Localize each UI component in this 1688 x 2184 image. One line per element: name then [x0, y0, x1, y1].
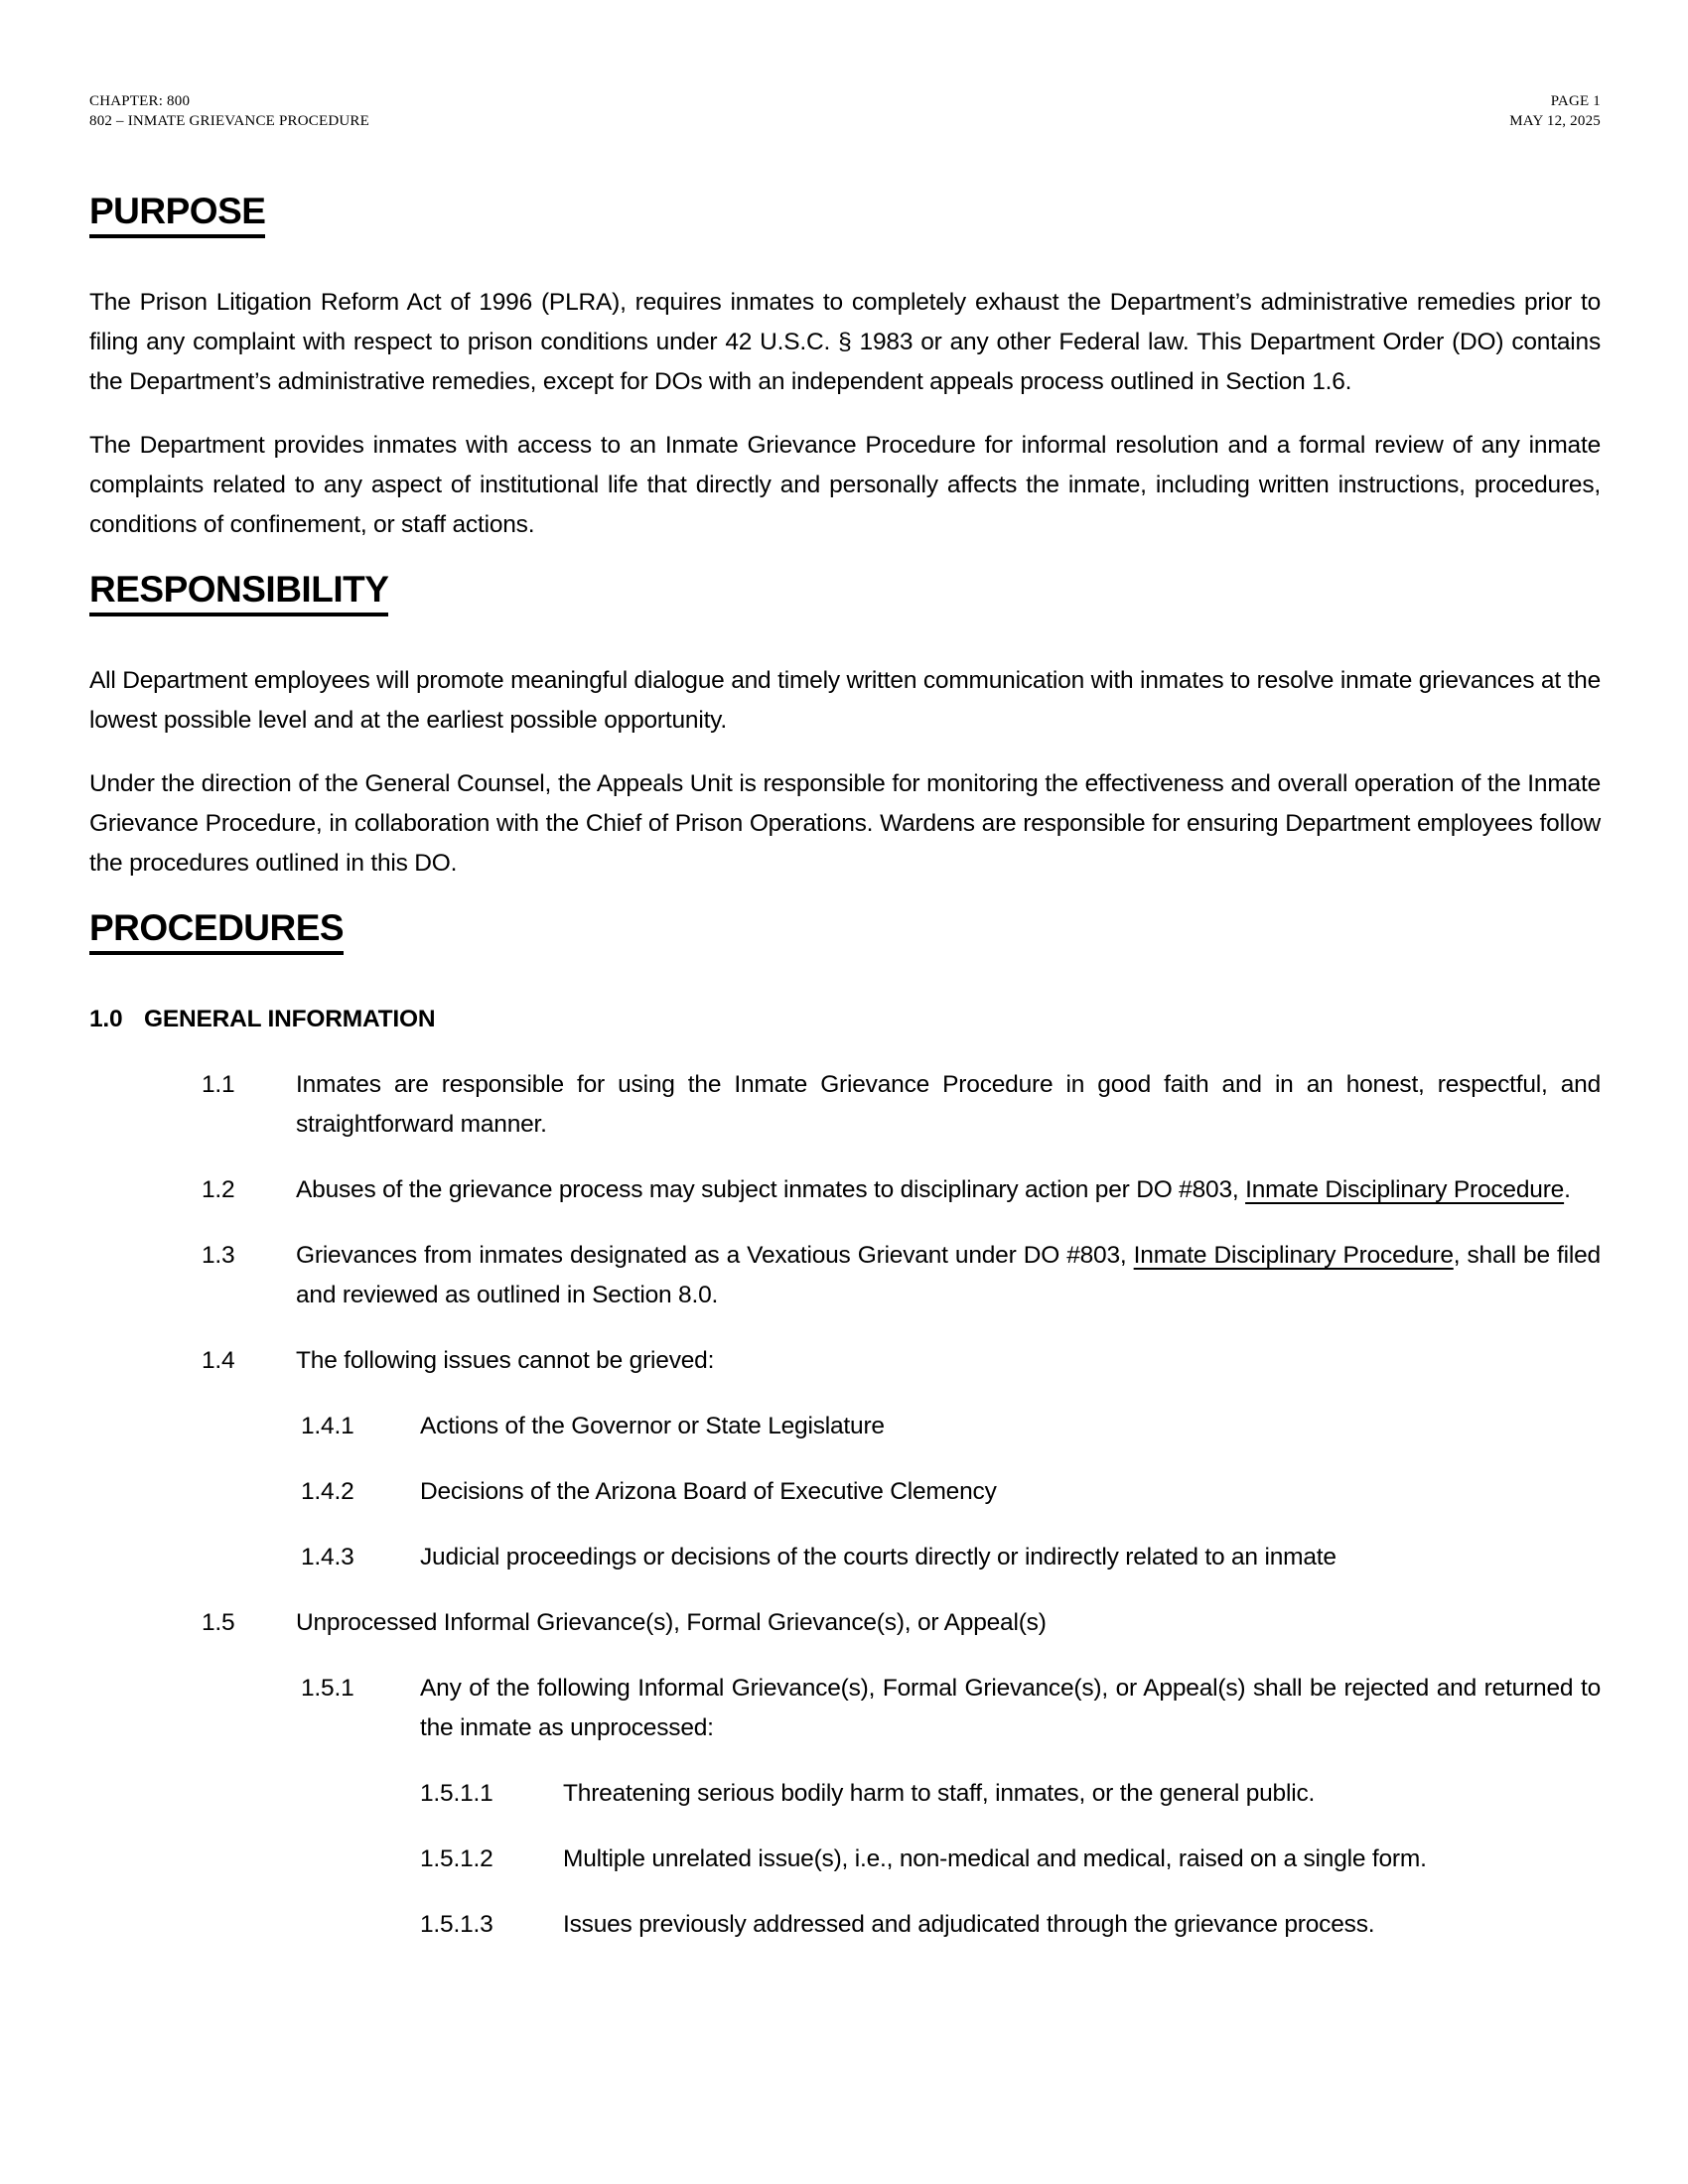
item-text: Threatening serious bodily harm to staff, inmates, or the general public. [563, 1780, 1316, 1807]
procedure-item-1-4 [202, 1341, 1601, 1381]
item-number: 1.5 [202, 1609, 235, 1636]
item-number: 1.5.1 [301, 1675, 354, 1702]
responsibility-paragraph-1: All Department employees will promote meaningful dialogue and timely written communication with inmates to resolve inmate grievances at the lowest possible level and at the earliest possible opportunity. [89, 667, 1601, 734]
item-number: 1.2 [202, 1176, 235, 1203]
item-text-segment: , shall be filed and reviewed as outlined in Section 8.0. [296, 1242, 1601, 1308]
procedure-item-1-3 [202, 1236, 1601, 1315]
purpose-paragraph-2: The Department provides inmates with access to an Inmate Grievance Procedure for informal resolution and a formal review of any inmate complaints related to any aspect of institutional life that directly and personally affects the inmate, including written instructions, procedures, conditions of confinement, or staff actions. [89, 432, 1601, 538]
item-text: Judicial proceedings or decisions of the courts directly or indirectly related to an inmate [420, 1544, 1336, 1570]
item-text-segment: Abuses of the grievance process may subject inmates to disciplinary action per DO #803, [296, 1176, 1246, 1203]
procedure-item-1-4-1 [301, 1407, 1601, 1446]
item-text: Any of the following Informal Grievance(s), Formal Grievance(s), or Appeal(s) shall be rejected and returned to the inmate as unprocessed: [420, 1675, 1601, 1741]
item-number: 1.5.1.1 [420, 1780, 493, 1807]
item-number: 1.3 [202, 1242, 235, 1269]
procedure-item-1-5-1 [301, 1669, 1601, 1748]
item-number: 1.1 [202, 1071, 235, 1098]
procedure-section-1-0 [89, 1000, 1601, 1039]
responsibility-paragraph-2: Under the direction of the General Counsel, the Appeals Unit is responsible for monitoring the effectiveness and overall operation of the Inmate Grievance Procedure, in collaboration with the Chief of Prison Operations. Wardens are responsible for ensuring Department employees follow the procedures outlined in this DO. [89, 770, 1601, 877]
item-number: 1.4.2 [301, 1478, 354, 1505]
document-reference: Inmate Disciplinary Procedure [1245, 1176, 1565, 1203]
purpose-paragraph-1: The Prison Litigation Reform Act of 1996 (PLRA), requires inmates to completely exhaust the Department’s administrative remedies prior to filing any complaint with respect to prison conditions under 42 U.S.C. § 1983 or any other Federal law. This Department Order (DO) contains the Department’s administrative remedies, except for DOs with an independent appeals process outlined in Section 1.6. [89, 289, 1601, 395]
item-text: The following issues cannot be grieved: [296, 1347, 715, 1374]
section-heading-purpose [89, 191, 1601, 238]
header-left [89, 91, 369, 131]
procedure-item-1-4-2 [301, 1472, 1601, 1512]
item-text: Multiple unrelated issue(s), i.e., non-medical and medical, raised on a single form. [563, 1845, 1427, 1872]
document-reference: Inmate Disciplinary Procedure [1133, 1242, 1454, 1269]
section-heading-procedures [89, 907, 1601, 955]
item-number: 1.4 [202, 1347, 235, 1374]
header-page-number: PAGE 1 [1550, 93, 1601, 109]
item-title: GENERAL INFORMATION [144, 1006, 436, 1032]
item-text: Decisions of the Arizona Board of Executive Clemency [420, 1478, 997, 1505]
procedure-item-1-5-1-1 [420, 1774, 1601, 1814]
item-number: 1.5.1.3 [420, 1911, 493, 1938]
heading-text: PURPOSE [89, 191, 265, 238]
procedure-item-1-5-1-2 [420, 1840, 1601, 1879]
header-right [1509, 91, 1601, 131]
item-text: Unprocessed Informal Grievance(s), Formal Grievance(s), or Appeal(s) [296, 1609, 1047, 1636]
header-date: MAY 12, 2025 [1509, 113, 1601, 129]
heading-text: PROCEDURES [89, 907, 344, 955]
item-text: Actions of the Governor or State Legislature [420, 1413, 885, 1439]
item-text-segment: . [1564, 1176, 1571, 1203]
section-heading-responsibility [89, 569, 1601, 616]
procedure-item-1-4-3 [301, 1538, 1601, 1577]
procedure-item-1-5-1-3 [420, 1905, 1601, 1945]
heading-text: RESPONSIBILITY [89, 569, 388, 616]
procedure-item-1-2 [202, 1170, 1601, 1210]
item-number: 1.5.1.2 [420, 1845, 493, 1872]
procedure-item-1-5 [202, 1603, 1601, 1643]
page-header [89, 91, 1601, 131]
item-text: Issues previously addressed and adjudicated through the grievance process. [563, 1911, 1375, 1938]
item-number: 1.4.1 [301, 1413, 354, 1439]
item-number: 1.0 [89, 1006, 123, 1032]
item-text-segment: Grievances from inmates designated as a Vexatious Grievant under DO #803, [296, 1242, 1134, 1269]
header-chapter: CHAPTER: 800 [89, 93, 191, 109]
item-text [296, 1236, 1601, 1315]
header-document-title: 802 – INMATE GRIEVANCE PROCEDURE [89, 113, 369, 129]
item-text [296, 1170, 1601, 1210]
item-number: 1.4.3 [301, 1544, 354, 1570]
procedure-item-1-1 [202, 1065, 1601, 1145]
item-text: Inmates are responsible for using the Inmate Grievance Procedure in good faith and in an honest, respectful, and straightforward manner. [296, 1071, 1601, 1138]
